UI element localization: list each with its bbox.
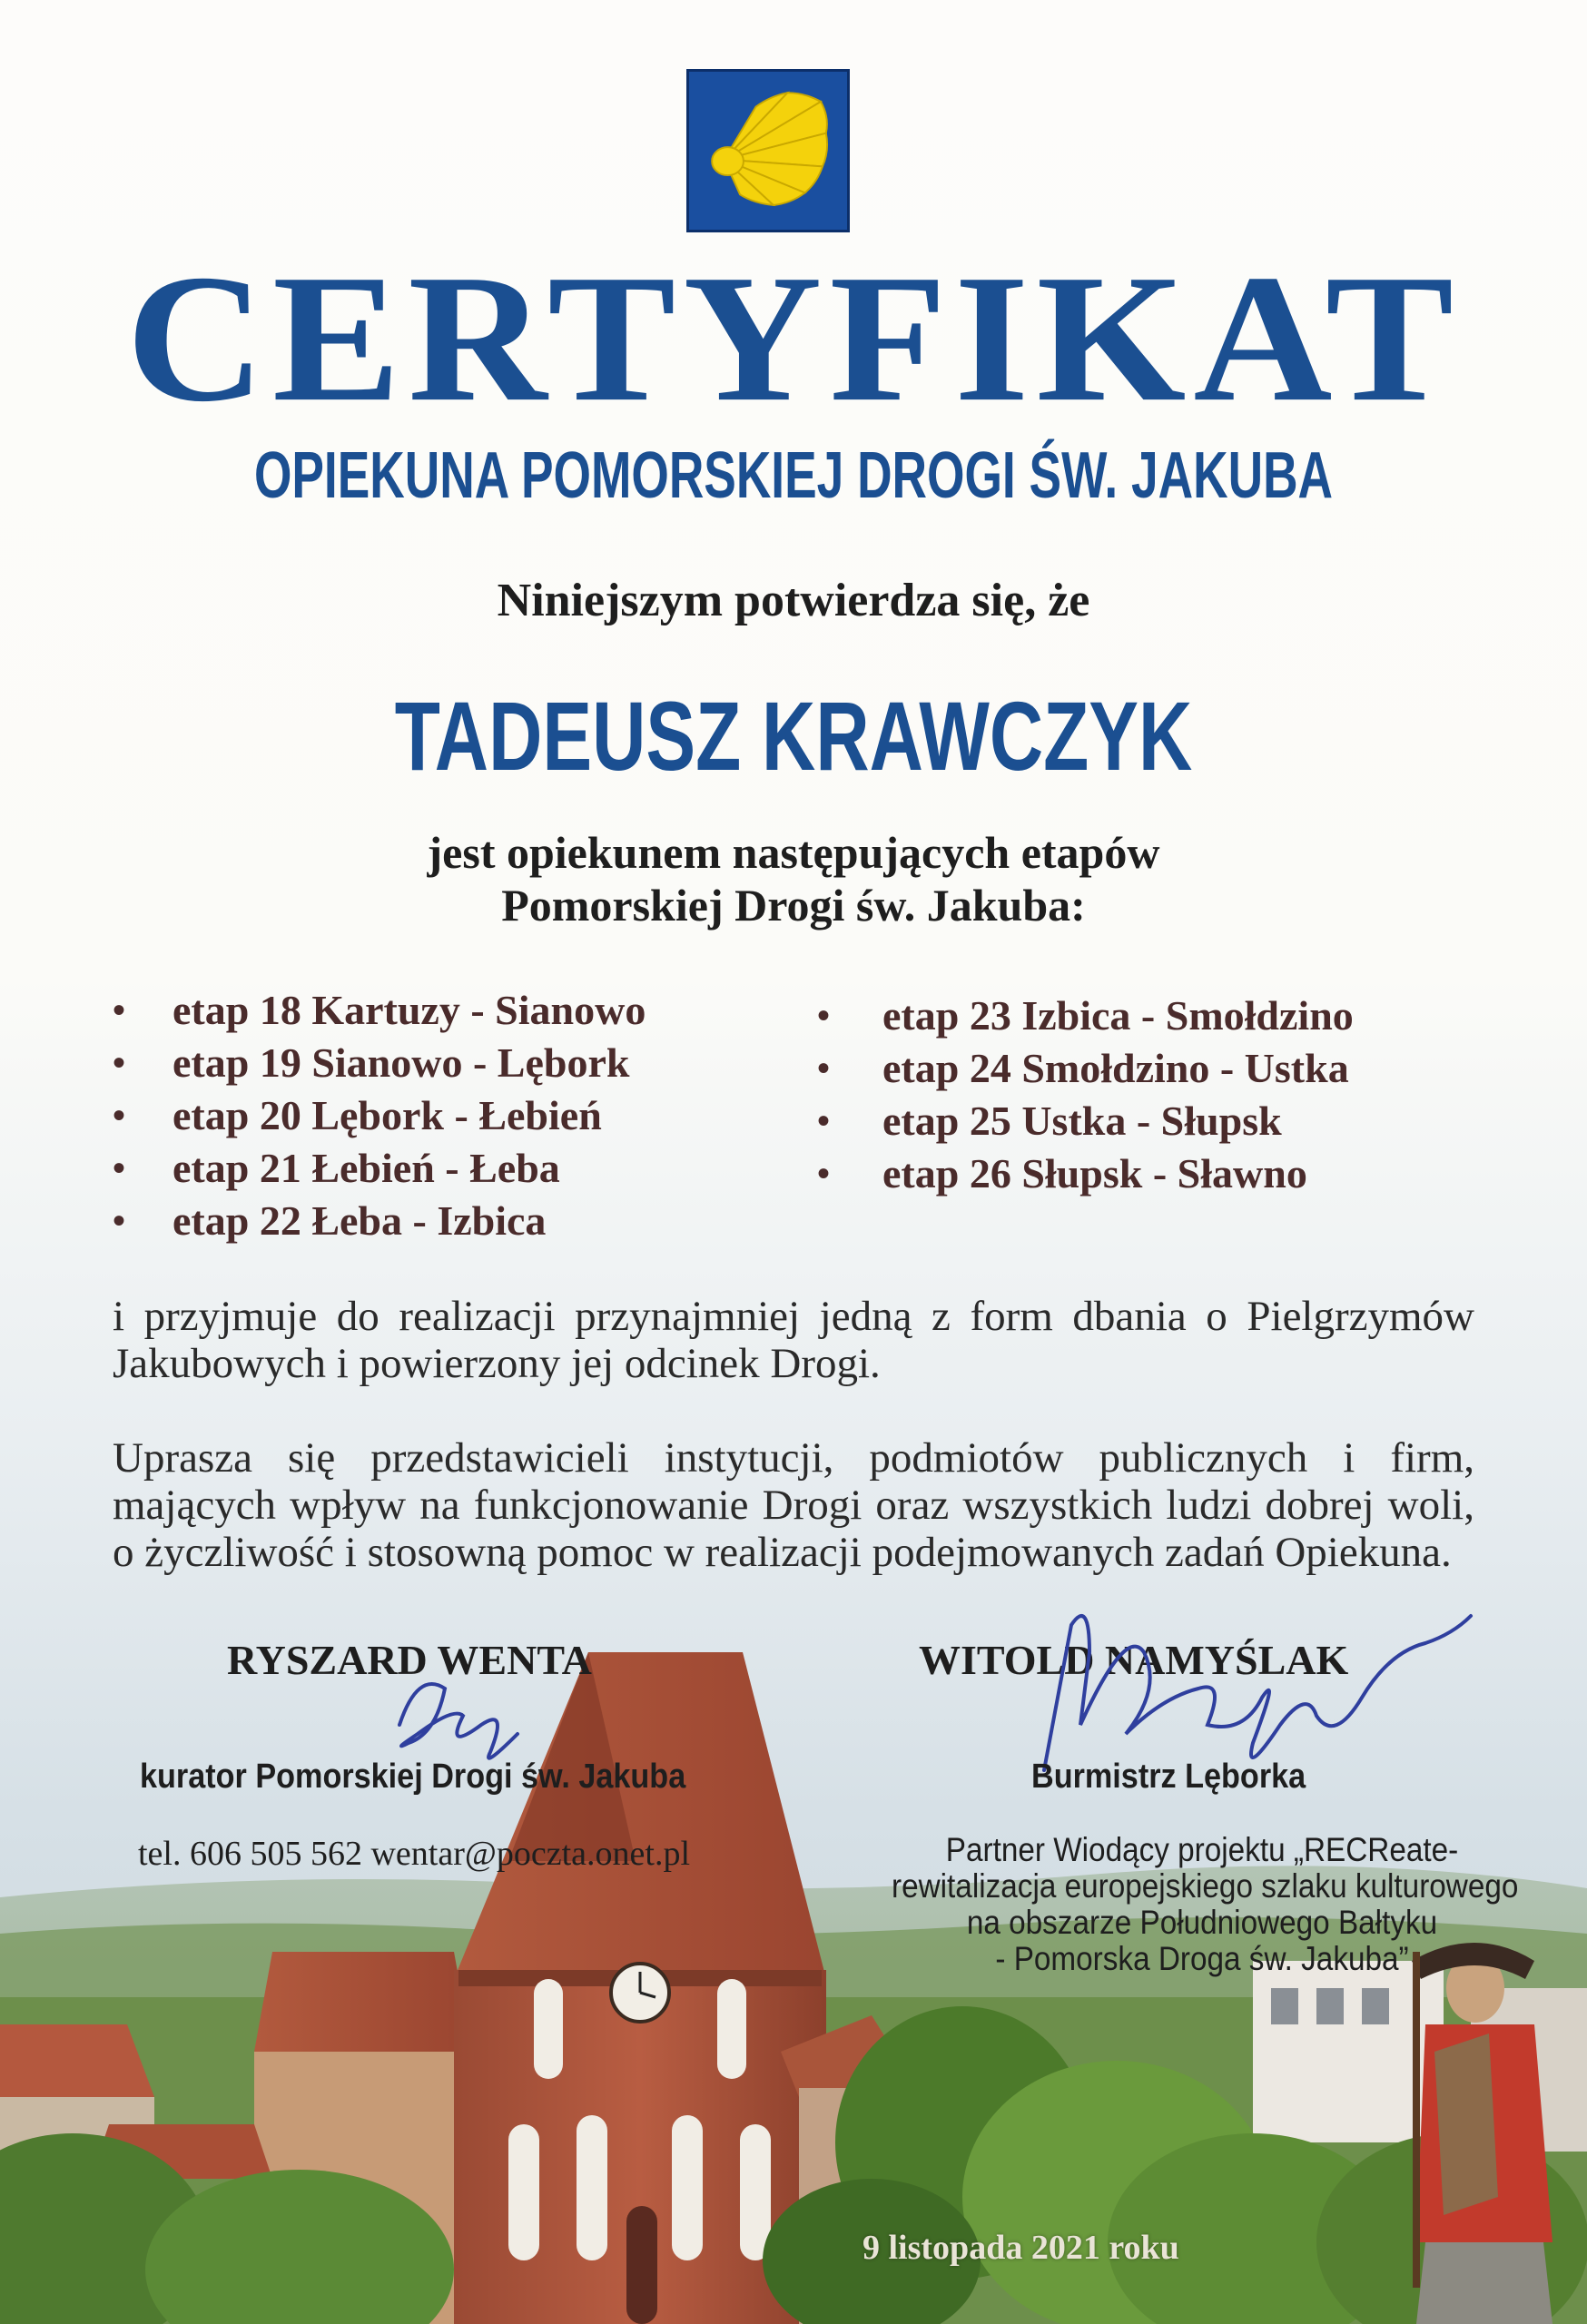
partner-line: na obszarze Południowego Bałtyku [966, 1904, 1438, 1941]
stages-list-right [817, 990, 1354, 1200]
partner-line: - Pomorska Droga św. Jakuba” [995, 1940, 1409, 1977]
list-item: • etap 22 Łeba - Izbica [113, 1195, 646, 1247]
list-item: • etap 21 Łebień - Łeba [113, 1142, 646, 1195]
list-item: • etap 24 Smołdzino - Ustka [817, 1042, 1354, 1095]
partner-note [857, 1832, 1547, 1977]
signature-left [381, 1652, 563, 1770]
certificate-title: CERTYFIKAT [125, 236, 1462, 439]
recipient-name: TADEUSZ KRAWCZYK [394, 681, 1193, 791]
contact-info: tel. 606 505 562 wentar@poczta.onet.pl [138, 1835, 690, 1873]
stages-list-left [113, 984, 646, 1247]
list-item: • etap 20 Lębork - Łebień [113, 1089, 646, 1142]
certificate-subtitle: OPIEKUNA POMORSKIEJ DROGI ŚW. JAKUBA [253, 439, 1334, 512]
lead-line-2: Pomorskiej Drogi św. Jakuba: [501, 880, 1086, 931]
issue-date: 9 listopada 2021 roku [862, 2229, 1179, 2267]
signatory-left-role: kurator Pomorskiej Drogi św. Jakuba [140, 1758, 686, 1796]
intro-text: Niniejszym potwierdza się, że [497, 575, 1090, 626]
paragraph-request: Uprasza się przedstawicieli instytucji, podmiotów publicznych i firm, mających wpływ na funkcjonowanie Drogi oraz wszystkich ludzi dobrej woli, o życzliwość i stosowną pomoc w realizacji podejmowanych zadań Opiekuna. [113, 1434, 1474, 1576]
lead-line-1: jest opiekunem następujących etapów [427, 827, 1160, 878]
partner-line: Partner Wiodący projektu „RECReate- [945, 1831, 1459, 1868]
signatory-left-name: RYSZARD WENTA [227, 1637, 592, 1683]
list-item: • etap 23 Izbica - Smołdzino [817, 990, 1354, 1042]
list-item: • etap 26 Słupsk - Sławno [817, 1147, 1354, 1200]
list-item: • etap 19 Sianowo - Lębork [113, 1037, 646, 1089]
scallop-shell-icon [686, 69, 850, 232]
signatory-right-role: Burmistrz Lęborka [1031, 1758, 1306, 1796]
signatory-right-name: WITOLD NAMYŚLAK [919, 1637, 1349, 1683]
paragraph-commitment: i przyjmuje do realizacji przynajmniej jedną z form dbania o Pielgrzymów Jakubowych i powierzony jej odcinek Drogi. [113, 1293, 1474, 1387]
partner-line: rewitalizacja europejskiego szlaku kulturowego [892, 1867, 1519, 1905]
list-item: • etap 18 Kartuzy - Sianowo [113, 984, 646, 1037]
list-item: • etap 25 Ustka - Słupsk [817, 1095, 1354, 1147]
